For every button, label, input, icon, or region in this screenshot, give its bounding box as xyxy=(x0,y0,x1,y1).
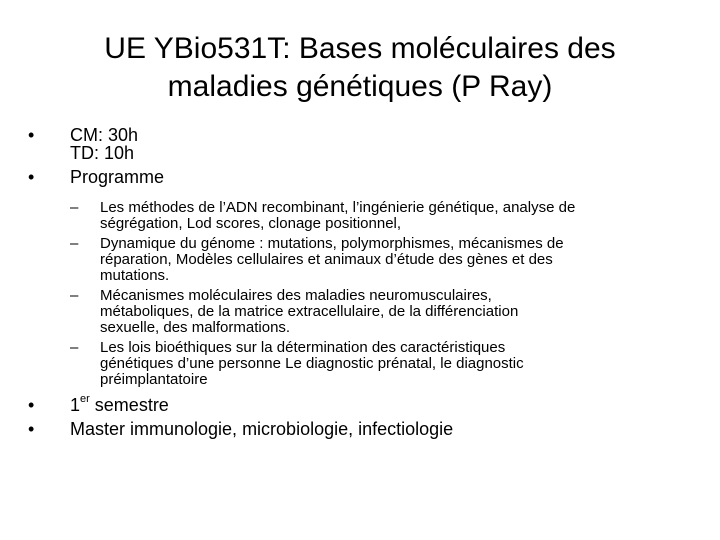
list-item-line: mutations. xyxy=(100,267,170,284)
list-item-line: Dynamique du génome : mutations, polymorphismes, mécanismes de xyxy=(100,235,564,252)
semestre-text xyxy=(70,393,688,415)
dash-marker: – xyxy=(70,339,79,356)
semestre-label: semestre xyxy=(89,395,169,415)
bullet-semestre xyxy=(28,393,688,415)
title-line-1: UE YBio531T: Bases moléculaires des xyxy=(104,32,616,65)
semestre-superscript: er xyxy=(80,393,90,405)
slide-title xyxy=(60,30,660,106)
dash-marker: – xyxy=(70,235,79,252)
list-item-line: sexuelle, des malformations. xyxy=(100,319,291,336)
programme-item-1 xyxy=(28,200,688,232)
list-item-line: Les méthodes de l’ADN recombinant, l’ingénierie génétique, analyse de xyxy=(100,199,576,216)
bullet-marker: • xyxy=(28,395,35,415)
bullet-master xyxy=(28,420,688,438)
programme-label: Programme xyxy=(70,167,165,187)
bullet-marker: • xyxy=(28,167,35,187)
bullet-hours xyxy=(28,126,688,162)
list-item-line: préimplantatoire xyxy=(100,371,208,388)
list-item-line: métaboliques, de la matrice extracellulaire, de la différenciation xyxy=(100,303,519,320)
list-item-line: génétiques d’une personne Le diagnostic prénatal, le diagnostic xyxy=(100,355,524,372)
programme-sublist xyxy=(28,200,688,388)
cm-hours: CM: 30h xyxy=(70,125,139,145)
dash-marker: – xyxy=(70,287,79,304)
programme-item-2 xyxy=(28,236,688,284)
td-hours: TD: 10h xyxy=(70,143,135,163)
dash-marker: – xyxy=(70,199,79,216)
list-item-line: réparation, Modèles cellulaires et animaux d’étude des gènes et des xyxy=(100,251,553,268)
list-item-line: Les lois bioéthiques sur la détermination des caractéristiques xyxy=(100,339,506,356)
list-item-line: Mécanismes moléculaires des maladies neuromusculaires, xyxy=(100,287,492,304)
programme-item-3 xyxy=(28,288,688,336)
slide-body xyxy=(28,126,688,438)
semestre-number: 1 xyxy=(70,395,81,415)
programme-item-4 xyxy=(28,340,688,388)
bullet-programme xyxy=(28,168,688,186)
bullet-marker: • xyxy=(28,419,35,439)
bullet-marker: • xyxy=(28,125,35,145)
title-line-2: maladies génétiques (P Ray) xyxy=(167,70,553,103)
list-item-line: ségrégation, Lod scores, clonage positionnel, xyxy=(100,215,402,232)
master-label: Master immunologie, microbiologie, infectiologie xyxy=(70,419,454,439)
